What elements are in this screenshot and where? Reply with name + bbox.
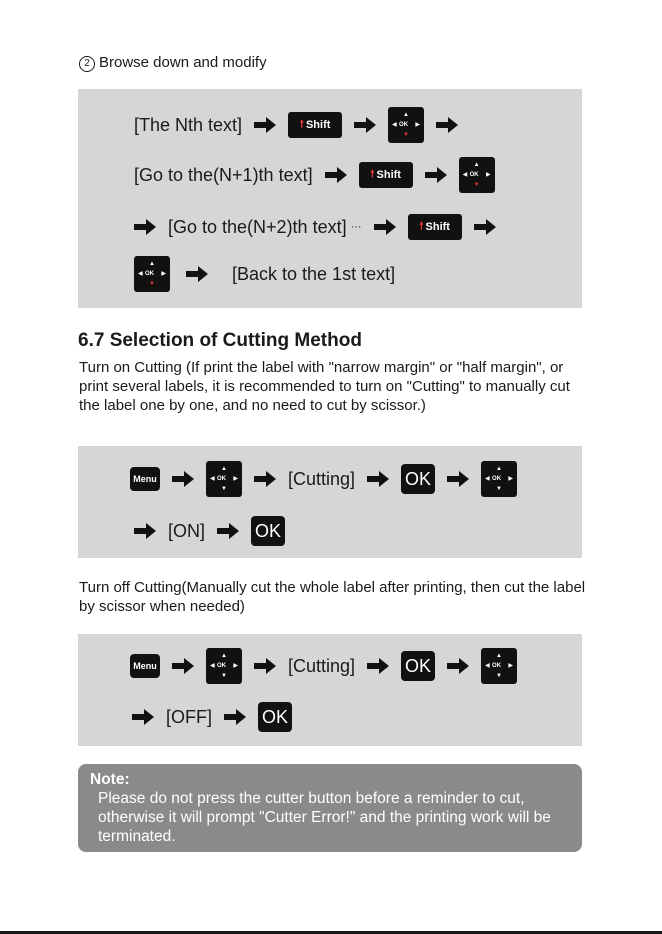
- browse-row-3: [134, 214, 508, 240]
- ok-key: OK: [401, 651, 435, 681]
- ok-key: OK: [401, 464, 435, 494]
- turn-off-row-1: [130, 648, 517, 684]
- browse-heading-text: Browse down and modify: [99, 54, 267, 71]
- next-text-label: [Go to the(N+1)th text]: [134, 164, 313, 185]
- arrow-right-icon: [425, 166, 447, 184]
- turn-off-steps-box: [78, 634, 582, 746]
- arrow-right-icon: [254, 470, 276, 488]
- ok-key: OK: [251, 516, 285, 546]
- turn-off-description: Turn off Cutting(Manually cut the whole label after printing, then cut the label by scissor when needed): [79, 579, 586, 615]
- arrow-right-icon: [254, 657, 276, 675]
- arrow-right-icon: [367, 470, 389, 488]
- off-label: [OFF]: [166, 706, 212, 727]
- turn-on-description: Turn on Cutting (If print the label with "narrow margin" or "half margin", or print several labels, it is recommended to turn on "Cutting" to manually cut the label one by one, and no need to cut by scissor.): [79, 359, 570, 414]
- cutting-label: [Cutting]: [288, 468, 356, 489]
- shift-key: 🠕 Shift: [408, 214, 462, 240]
- nth-text-label: [The Nth text]: [134, 114, 243, 135]
- arrow-right-icon: [132, 708, 154, 726]
- arrow-right-icon: [217, 522, 239, 540]
- dpad-down-key: ▲ ◀ OK ▶ ▼: [134, 256, 170, 292]
- arrow-right-icon: [447, 657, 469, 675]
- menu-key: Menu: [130, 467, 160, 491]
- browse-steps-box: [78, 89, 582, 308]
- cutting-label: [Cutting]: [288, 655, 356, 676]
- arrow-right-icon: [186, 265, 208, 283]
- arrow-right-icon: [172, 657, 194, 675]
- first-text-label: [Back to the 1st text]: [232, 263, 396, 284]
- dpad-down-key: ▲ ◀ OK ▶ ▼: [388, 107, 424, 143]
- browse-row-4: [134, 256, 395, 292]
- shift-up-arrow-icon: 🠕: [299, 118, 304, 130]
- turn-off-row-2: [132, 702, 292, 732]
- arrow-right-icon: [134, 218, 156, 236]
- section-title: 6.7 Selection of Cutting Method: [78, 330, 362, 351]
- arrow-right-icon: [374, 218, 396, 236]
- shift-key: 🠕 Shift: [359, 162, 413, 188]
- arrow-right-icon: [325, 166, 347, 184]
- circled-number: 2: [79, 56, 95, 72]
- dpad-down-key: ▲ ◀ OK ▶ ▼: [459, 157, 495, 193]
- note-box: [78, 764, 582, 852]
- arrow-right-icon: [172, 470, 194, 488]
- arrow-right-icon: [134, 522, 156, 540]
- browse-row-2: [134, 157, 495, 193]
- arrow-right-icon: [447, 470, 469, 488]
- arrow-right-icon: [367, 657, 389, 675]
- note-title: Note:: [90, 771, 130, 788]
- shift-key: 🠕 Shift: [288, 112, 342, 138]
- shift-up-arrow-icon: 🠕: [419, 220, 424, 232]
- ok-key: OK: [258, 702, 292, 732]
- arrow-right-icon: [436, 116, 458, 134]
- dpad-key: ▲ ◀ OK ▶ ▼: [206, 648, 242, 684]
- ellipsis: ···: [350, 221, 362, 233]
- dpad-key: ▲ ◀ OK ▶ ▼: [206, 461, 242, 497]
- shift-up-arrow-icon: 🠕: [370, 168, 375, 180]
- arrow-right-icon: [224, 708, 246, 726]
- dpad-key: ▲ ◀ OK ▶ ▼: [481, 648, 517, 684]
- note-body: Please do not press the cutter button before a reminder to cut, otherwise it will prompt "Cutter Error!" and the printing work will be terminated.: [98, 790, 551, 845]
- turn-on-steps-box: [78, 446, 582, 558]
- arrow-right-icon: [254, 116, 276, 134]
- next-next-text-label: [Go to the(N+2)th text]: [168, 216, 347, 237]
- arrow-right-icon: [474, 218, 496, 236]
- dpad-key: ▲ ◀ OK ▶ ▼: [481, 461, 517, 497]
- menu-key: Menu: [130, 654, 160, 678]
- on-label: [ON]: [168, 520, 206, 541]
- turn-on-row-2: [134, 516, 285, 546]
- arrow-right-icon: [354, 116, 376, 134]
- browse-row-1: [134, 107, 470, 143]
- turn-on-row-1: [130, 461, 517, 497]
- browse-heading: [79, 54, 267, 72]
